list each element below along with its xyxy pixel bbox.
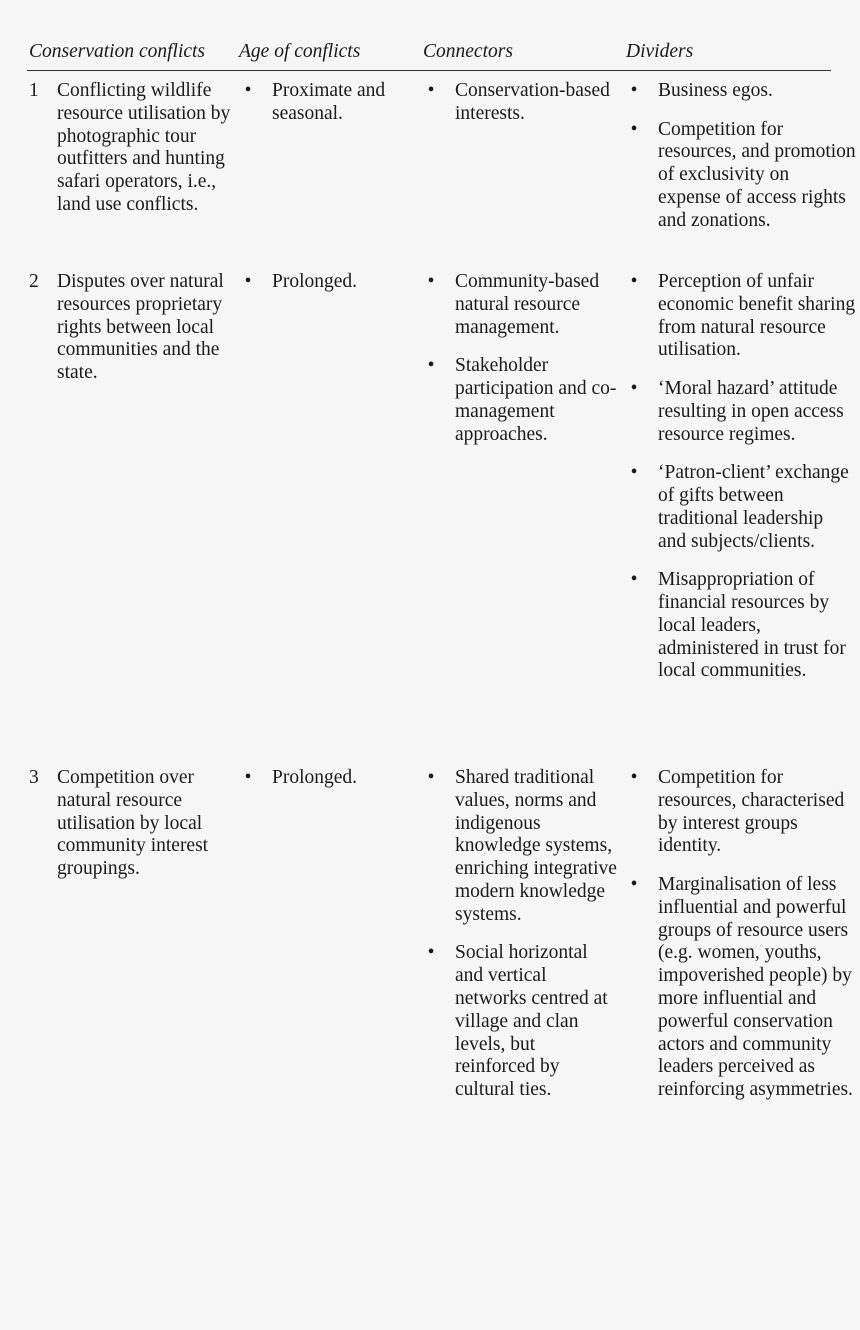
bullet-icon: •: [427, 355, 435, 377]
bullet-icon: •: [630, 462, 638, 484]
header-dividers: Dividers: [626, 41, 694, 62]
list-item: • Competition for resources, and promotion of exclusivity on expense of access rights and zonations.: [626, 119, 856, 233]
list-item: • Business egos.: [626, 80, 856, 103]
row-1-dividers: [626, 80, 856, 233]
list-item: • ‘Moral hazard’ attitude resulting in open access resource regimes.: [626, 378, 856, 446]
row-2-connectors: [423, 271, 618, 446]
list-item: • Shared traditional values, norms and indigenous knowledge systems, enriching integrative modern knowledge systems.: [423, 767, 618, 927]
header-age-of-conflicts: Age of conflicts: [239, 41, 361, 62]
row-3-number: 3: [29, 767, 39, 788]
bullet-icon: •: [630, 873, 638, 895]
list-item: • ‘Patron-client’ exchange of gifts between traditional leadership and subjects/clients.: [626, 462, 856, 553]
list-item: • Prolonged.: [240, 271, 410, 294]
bullet-icon: •: [630, 271, 638, 292]
bullet-icon: •: [630, 377, 638, 399]
list-item: • Marginalisation of less influential and powerful groups of resource users (e.g. women, youths, impoverished people) by more influential and powerful conservation actors and community leaders perceived as reinforcing asymmetries.: [626, 874, 856, 1102]
header-rule: [27, 70, 831, 71]
row-1-connectors: [423, 80, 618, 126]
row-2-age: [240, 271, 410, 294]
row-1-conflict: Conflicting wildlife resource utilisation by photographic tour outfitters and hunting safari operators, i.e., land use conflicts.: [57, 80, 231, 215]
list-item: • Misappropriation of financial resources by local leaders, administered in trust for local communities.: [626, 569, 856, 683]
row-2-number: 2: [29, 271, 39, 292]
bullet-icon: •: [427, 80, 435, 101]
header-conservation-conflicts: Conservation conflicts: [29, 41, 206, 62]
list-item: • Conservation-based interests.: [423, 80, 618, 126]
header-connectors: Connectors: [423, 41, 513, 62]
bullet-icon: •: [630, 767, 638, 788]
list-item: • Perception of unfair economic benefit sharing from natural resource utilisation.: [626, 271, 856, 362]
row-3-conflict: Competition over natural resource utilisation by local community interest groupings.: [57, 767, 209, 880]
bullet-icon: •: [427, 767, 435, 788]
row-2-dividers: [626, 271, 856, 683]
bullet-icon: •: [630, 80, 638, 101]
list-item: • Proximate and seasonal.: [240, 80, 410, 126]
bullet-icon: •: [427, 271, 435, 292]
list-item: • Prolonged.: [240, 767, 410, 790]
row-2-conflict: Disputes over natural resources proprietary rights between local communities and the state.: [57, 271, 224, 384]
bullet-icon: •: [427, 942, 435, 964]
list-item: • Community-based natural resource management.: [423, 271, 618, 339]
bullet-icon: •: [244, 767, 252, 788]
row-3-dividers: [626, 767, 856, 1102]
row-3-age: [240, 767, 410, 790]
row-1-age: [240, 80, 410, 126]
row-1-number: 1: [29, 80, 39, 101]
list-item: • Stakeholder participation and co-management approaches.: [423, 355, 618, 446]
list-item: • Competition for resources, characterised by interest groups identity.: [626, 767, 856, 858]
bullet-icon: •: [244, 271, 252, 292]
row-3-connectors: [423, 767, 618, 1102]
bullet-icon: •: [630, 118, 638, 140]
list-item: • Social horizontal and vertical networks centred at village and clan levels, but reinforced by cultural ties.: [423, 942, 618, 1102]
bullet-icon: •: [630, 569, 638, 591]
bullet-icon: •: [244, 80, 252, 101]
